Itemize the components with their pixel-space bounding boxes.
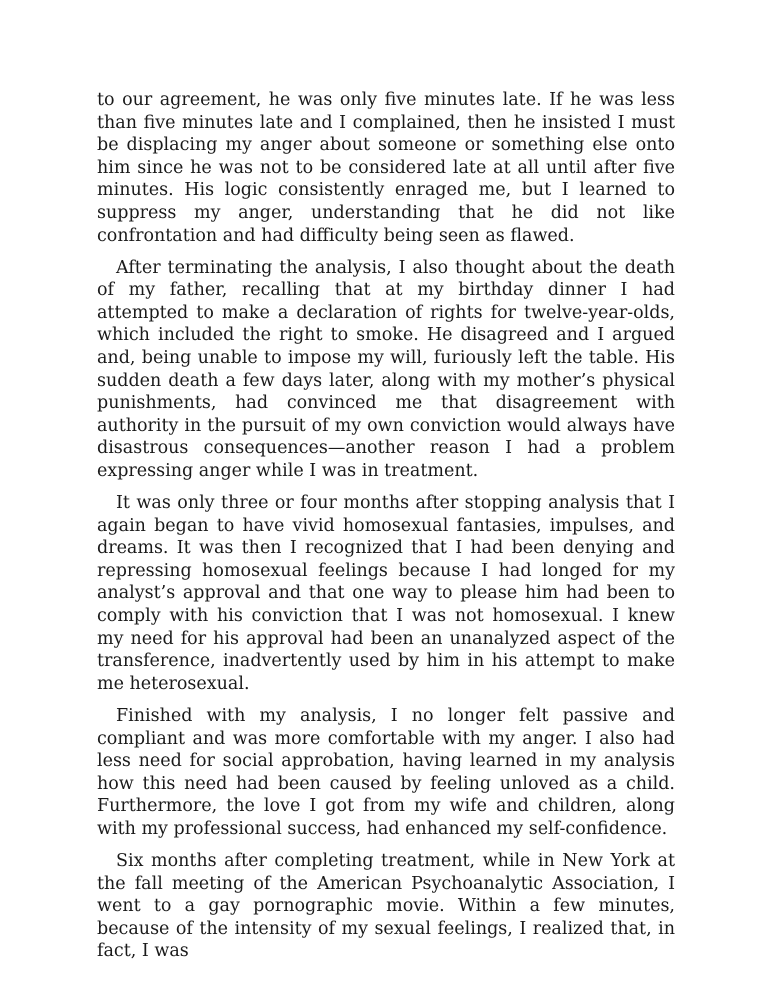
- paragraph-continuation: to our agreement, he was only five minutes late. If he was less than five minutes late and I complained, then he insisted I must be displacing my anger about someone or something else onto him since he was not to be considered late at all until after five minutes. His logic consistently enraged me, but I learned to suppress my anger, understanding that he did not like confrontation and had difficulty being seen as flawed.: [97, 90, 675, 246]
- paragraph-finished-analysis: Finished with my analysis, I no longer felt passive and compliant and was more comfortable with my anger. I also had less need for social approbation, having learned in my analysis how this need had been caused by feeling unloved as a child. Furthermore, the love I got from my wife and children, along with my professional success, had enhanced my self-confidence.: [97, 705, 675, 839]
- paragraph-homosexual-fantasies: It was only three or four months after stopping analysis that I again began to have vivid homosexual fantasies, impulses, and dreams. It was then I recognized that I had been denying and repressing homosexual feelings because I had longed for my analyst’s approval and that one way to please him had been to comply with his conviction that I was not homosexual. I knew my need for his approval had been an unanalyzed aspect of the transference, inadvertently used by him in his attempt to make me heterosexual.: [97, 493, 675, 694]
- page-body: [97, 89, 675, 972]
- paragraph-father-death: After terminating the analysis, I also thought about the death of my father, recalling that at my birthday dinner I had attempted to make a declaration of rights for twelve-year-olds, which included the right to smoke. He disagreed and I argued and, being unable to impose my will, furiously left the table. His sudden death a few days later, along with my mother’s physical punishments, had convinced me that disagreement with authority in the pursuit of my own conviction would always have disastrous consequences—another reason I had a problem expressing anger while I was in treatment.: [97, 257, 675, 481]
- paragraph-new-york-meeting: Six months after completing treatment, while in New York at the fall meeting of the American Psychoanalytic Association, I went to a gay pornographic movie. Within a few minutes, because of the intensity of my sexual feelings, I realized that, in fact, I was: [97, 851, 675, 962]
